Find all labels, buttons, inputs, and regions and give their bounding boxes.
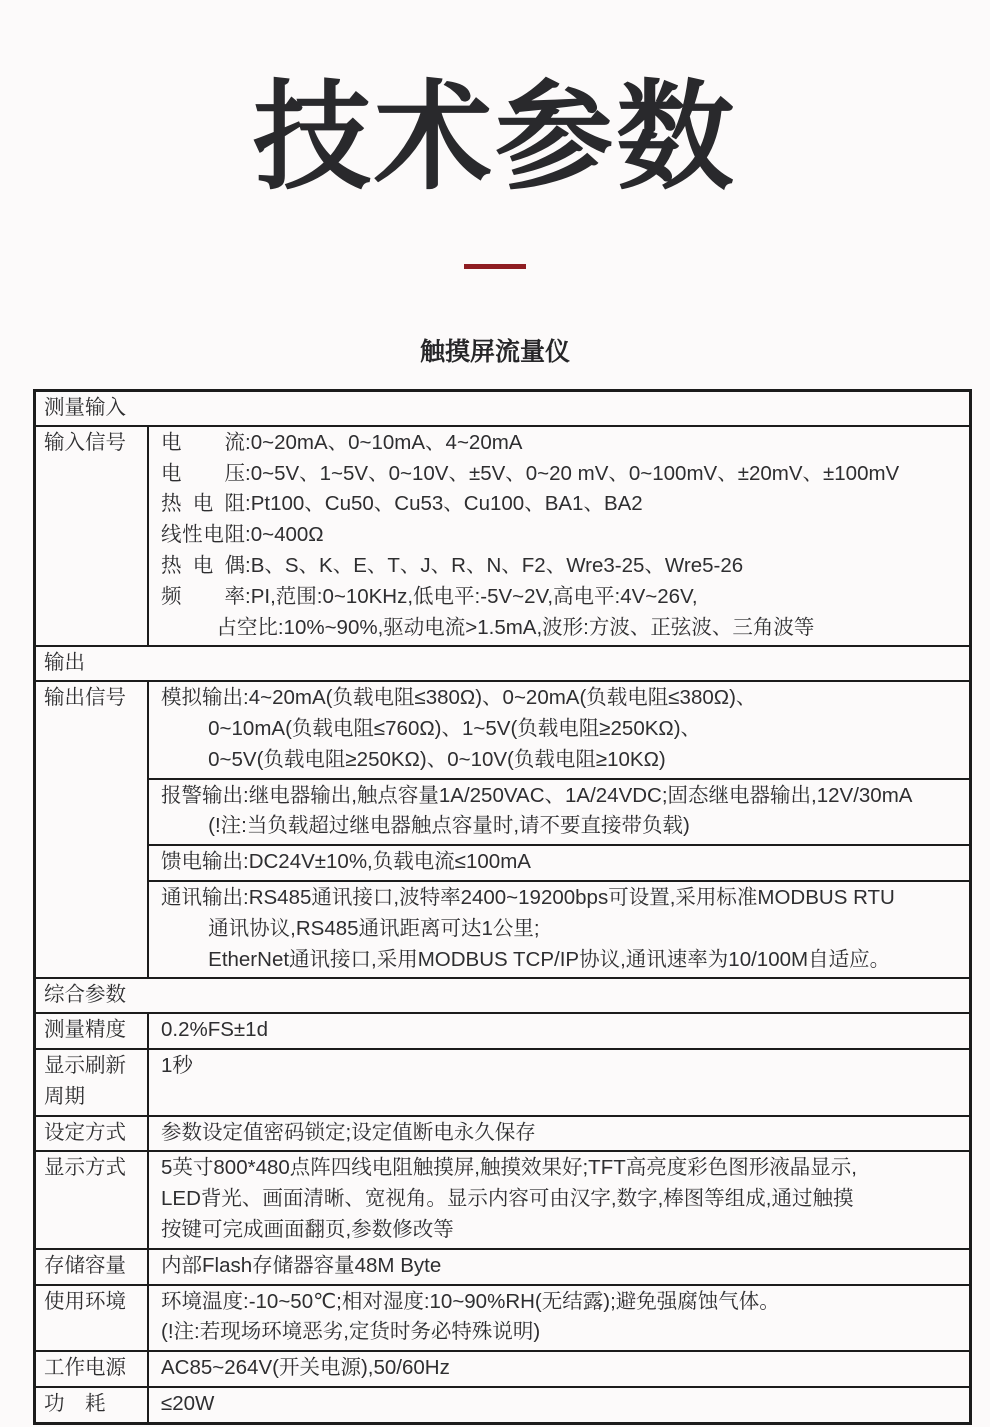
spec-row	[36, 680, 969, 977]
spec-line	[161, 1015, 969, 1046]
spec-line	[161, 1389, 969, 1420]
value-cell	[149, 1250, 969, 1284]
spec-text: 模拟输出:4~20mA(负载电阻≤380Ω)、0~20mA(负载电阻≤380Ω)、	[161, 686, 757, 710]
spec-row	[36, 1115, 969, 1151]
value-cell	[149, 1014, 969, 1048]
spec-text: 0~5V(负载电阻≥250KΩ)、0~10V(负载电阻≥10KΩ)	[208, 747, 666, 771]
spec-text: 占空比:10%~90%,驱动电流>1.5mA,波形:方波、正弦波、三角波等	[216, 615, 815, 639]
spec-line	[161, 1051, 969, 1082]
spec-line	[161, 1118, 969, 1149]
spec-line	[161, 914, 969, 945]
spec-line	[161, 945, 969, 976]
value-cell	[149, 778, 969, 845]
spec-text: 0.2%FS±1d	[161, 1018, 268, 1042]
spec-row	[36, 425, 969, 646]
spec-line	[161, 1215, 969, 1246]
row-value-column	[149, 1014, 969, 1048]
value-cell	[149, 1117, 969, 1151]
row-label: 使用环境	[36, 1286, 149, 1351]
spec-line	[161, 1153, 969, 1184]
spec-text: 通讯输出:RS485通讯接口,波特率2400~19200bps可设置,采用标准MODBUS RTU	[161, 885, 895, 909]
spec-text: ≤20W	[161, 1391, 215, 1415]
spec-line	[161, 745, 969, 776]
spec-line	[161, 551, 969, 582]
spec-line	[161, 1184, 969, 1215]
row-value-column	[149, 1117, 969, 1151]
spec-text: 参数设定值密码锁定;设定值断电永久保存	[161, 1120, 536, 1144]
spec-row	[36, 1284, 969, 1351]
row-label: 显示刷新周期	[36, 1050, 149, 1115]
spec-line	[161, 489, 969, 520]
spec-term: 线性电阻	[161, 523, 245, 547]
value-cell	[149, 1352, 969, 1386]
spec-text: :0~400Ω	[245, 523, 324, 547]
section-header-row	[36, 645, 969, 680]
spec-text: AC85~264V(开关电源),50/60Hz	[161, 1356, 450, 1380]
spec-text: :PI,范围:0~10KHz,低电平:-5V~2V,高电平:4V~26V,	[245, 584, 698, 608]
value-cell	[149, 844, 969, 880]
spec-row	[36, 1248, 969, 1284]
spec-row	[36, 1350, 969, 1386]
spec-line	[161, 613, 969, 644]
spec-line	[161, 428, 969, 459]
row-label: 存储容量	[36, 1250, 149, 1284]
spec-row	[36, 1386, 969, 1422]
section-header-row	[36, 977, 969, 1012]
value-cell	[149, 1050, 969, 1084]
spec-term: 电流	[161, 430, 245, 454]
spec-text: 内部Flash存储器容量48M Byte	[161, 1253, 442, 1277]
spec-text: :0~5V、1~5V、0~10V、±5V、0~20 mV、0~100mV、±20mV、±100mV	[245, 461, 900, 485]
spec-text: 0~10mA(负载电阻≤760Ω)、1~5V(负载电阻≥250KΩ)、	[208, 716, 702, 740]
spec-line	[161, 520, 969, 551]
title-divider-rule	[464, 264, 526, 269]
spec-text: EtherNet通讯接口,采用MODBUS TCP/IP协议,通讯速率为10/100M自适应。	[208, 947, 891, 971]
spec-line	[161, 1353, 969, 1384]
row-label: 输入信号	[36, 427, 149, 646]
value-cell	[149, 682, 969, 777]
section-header-label: 综合参数	[44, 983, 126, 1007]
row-value-column	[149, 1286, 969, 1351]
row-value-column	[149, 682, 969, 977]
value-cell	[149, 427, 969, 646]
spec-text: 按键可完成画面翻页,参数修改等	[161, 1217, 454, 1241]
spec-text: 报警输出:继电器输出,触点容量1A/250VAC、1A/24VDC;固态继电器输出,12V/30mA	[161, 783, 913, 807]
page	[0, 62, 990, 1427]
spec-line	[161, 582, 969, 613]
row-value-column	[149, 1152, 969, 1247]
row-value-column	[149, 1352, 969, 1386]
page-title: 技术参数	[252, 72, 737, 204]
spec-text: 1秒	[161, 1053, 193, 1077]
row-value-column	[149, 427, 969, 646]
section-header-row	[36, 392, 969, 425]
row-value-column	[149, 1388, 969, 1422]
spec-line	[161, 1317, 969, 1348]
spec-row	[36, 1048, 969, 1115]
section-header-label: 输出	[44, 651, 85, 675]
spec-row	[36, 1012, 969, 1048]
spec-text: :B、S、K、E、T、J、R、N、F2、Wre3-25、Wre5-26	[245, 553, 744, 577]
value-cell	[149, 1152, 969, 1247]
spec-line	[161, 847, 969, 878]
section-header-label: 测量输入	[44, 396, 126, 419]
row-label: 显示方式	[36, 1152, 149, 1247]
spec-line	[161, 811, 969, 842]
table-title: 触摸屏流量仪	[419, 338, 570, 366]
spec-term: 热电偶	[161, 553, 245, 577]
row-label: 测量精度	[36, 1014, 149, 1048]
spec-line	[161, 1287, 969, 1318]
value-cell	[149, 1286, 969, 1351]
spec-text: :Pt100、Cu50、Cu53、Cu100、BA1、BA2	[245, 492, 643, 516]
spec-text: (!注:若现场环境恶劣,定货时务必特殊说明)	[161, 1320, 541, 1344]
spec-text: LED背光、画面清晰、宽视角。显示内容可由汉字,数字,棒图等组成,通过触摸	[161, 1187, 854, 1211]
spec-line	[161, 714, 969, 745]
row-value-column	[149, 1050, 969, 1115]
row-label: 功 耗	[36, 1388, 149, 1422]
row-label: 工作电源	[36, 1352, 149, 1386]
spec-term: 热电阻	[161, 492, 245, 516]
spec-text: 5英寸800*480点阵四线电阻触摸屏,触摸效果好;TFT高亮度彩色图形液晶显示,	[161, 1156, 857, 1180]
spec-line	[161, 459, 969, 490]
spec-line	[161, 683, 969, 714]
spec-text: (!注:当负载超过继电器触点容量时,请不要直接带负载)	[208, 814, 690, 838]
row-label: 设定方式	[36, 1117, 149, 1151]
spec-line	[161, 883, 969, 914]
row-label: 输出信号	[36, 682, 149, 977]
row-value-column	[149, 1250, 969, 1284]
spec-text: :0~20mA、0~10mA、4~20mA	[245, 430, 523, 454]
spec-text: 环境温度:-10~50℃;相对湿度:10~90%RH(无结露);避免强腐蚀气体。	[161, 1289, 780, 1313]
spec-table	[33, 389, 972, 1425]
spec-term: 电压	[161, 461, 245, 485]
spec-row	[36, 1150, 969, 1247]
spec-line	[161, 781, 969, 812]
spec-text: 通讯协议,RS485通讯距离可达1公里;	[208, 916, 540, 940]
spec-line	[161, 1251, 969, 1282]
spec-text: 馈电输出:DC24V±10%,负载电流≤100mA	[161, 850, 531, 874]
spec-term: 频率	[161, 584, 245, 608]
value-cell	[149, 880, 969, 977]
value-cell	[149, 1388, 969, 1422]
